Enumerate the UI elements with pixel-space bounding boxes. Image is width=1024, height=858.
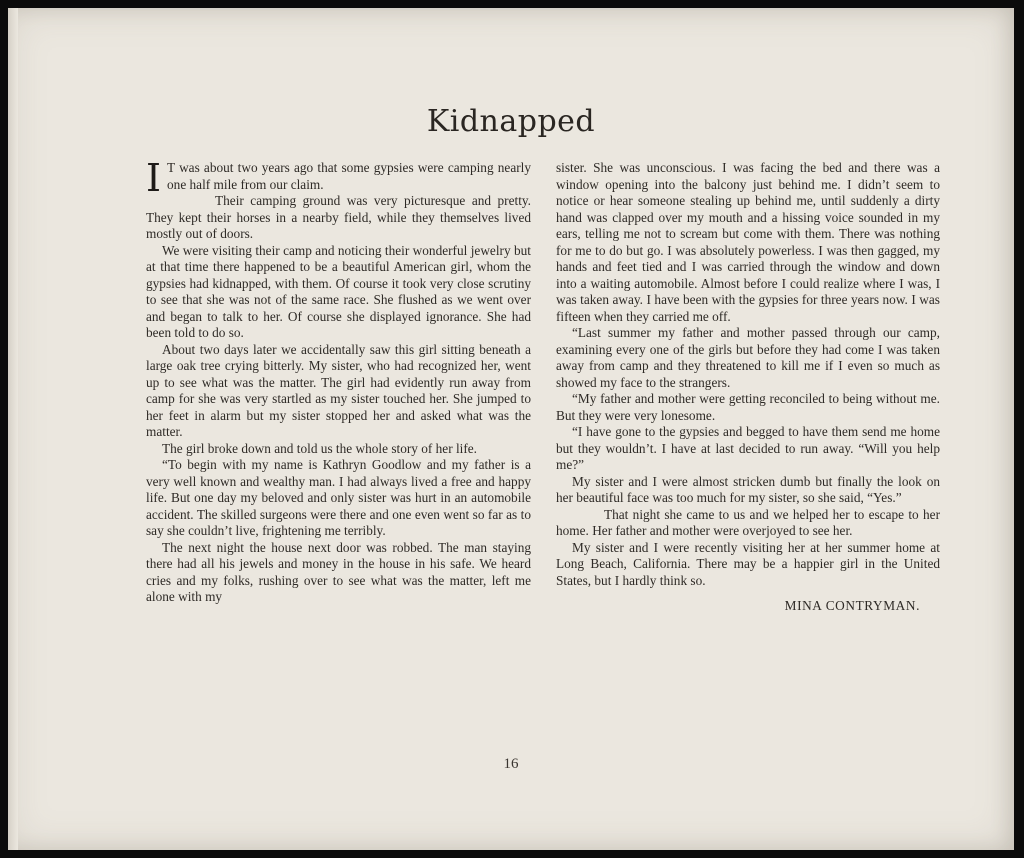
paragraph-8: sister. She was unconscious. I was facing the bed and there was a window opening into the balcony just behind me. I didn’t seem to notice or hear someone stealing up behind me, until suddenly a dirty hand was clapped over my mouth and a hissing voice sounded in my ears, telling me not to scream but come with them. There was nothing for me to do but go. I was absolutely powerless. I was then gagged, my hands and feet tied and I was carried through the window and down into a waiting automobile. Almost before I could realize where I was, I was taken away. I have been with the gypsies for three years now. I was fifteen when they carried me off. bbox=[556, 160, 940, 324]
page-number: 16 bbox=[503, 756, 519, 772]
author-signature: MINA CONTRYMAN. bbox=[784, 598, 920, 613]
paragraph-11: “I have gone to the gypsies and begged to have them send me home but they wouldn’t. I have at last decided to run away. “Will you help me?” bbox=[556, 424, 940, 472]
drop-cap: I bbox=[146, 156, 162, 200]
right-column bbox=[556, 160, 940, 615]
paragraph-6: “To begin with my name is Kathryn Goodlow and my father is a very well known and wealthy man. I had always lived a free and happy life. But one day my beloved and only sister was hurt in an automobile accident. The skilled surgeons were there and one even went so far as to say she couldn’t live, frightening me terribly. bbox=[146, 457, 531, 538]
paragraph-10: “My father and mother were getting reconciled to being without me. But they were very lonesome. bbox=[556, 391, 940, 423]
left-column bbox=[146, 156, 531, 606]
paragraph-12: My sister and I were almost stricken dumb but finally the look on her beautiful face was too much for my sister, so she said, “Yes.” bbox=[556, 473, 940, 505]
paragraph-1: I T was about two years ago that some gypsies were camping nearly one half mile from our claim. bbox=[146, 156, 531, 200]
paragraph-4: About two days later we accidentally saw this girl sitting beneath a large oak tree crying bitterly. My sister, who had recognized her, went up to see what was the matter. The girl had evidently run away from camp for she was very startled as my sister touched her. She jumped to her feet in alarm but my sister stopped her and asked what was the matter. bbox=[146, 341, 531, 439]
paragraph-9: “Last summer my father and mother passed through our camp, examining every one of the girls but before they had come I was taken away from camp and they threatened to kill me if I even so much as showed my face to the strangers. bbox=[556, 325, 940, 390]
paragraph-2: Their camping ground was very picturesque and pretty. They kept their horses in a nearby field, while they themselves lived mostly out of doors. bbox=[146, 193, 531, 241]
paragraph-13: That night she came to us and we helped her to escape to her home. Her father and mother were overjoyed to see her. bbox=[556, 506, 940, 538]
article-title: Kidnapped bbox=[426, 104, 596, 139]
paragraph-7: The next night the house next door was robbed. The man staying there had all his jewels and money in the house in his safe. We heard cries and my folks, rushing over to see what was the matter, left me alone with my bbox=[146, 539, 531, 604]
book-page bbox=[8, 8, 1014, 850]
paragraph-3: We were visiting their camp and noticing their wonderful jewelry but at that time there happened to be a beautiful American girl, whom the gypsies had kidnapped, with them. Of course it took very close scrutiny to see that she was not of the same race. She flushed as we went over and began to talk to her. Of course she displayed ignorance. She had been told to do so. bbox=[146, 242, 531, 340]
paragraph-5: The girl broke down and told us the whole story of her life. bbox=[162, 440, 477, 456]
paragraph-14: My sister and I were recently visiting her at her summer home at Long Beach, California. There may be a happier girl in the United States, but I hardly think so. bbox=[556, 539, 940, 588]
